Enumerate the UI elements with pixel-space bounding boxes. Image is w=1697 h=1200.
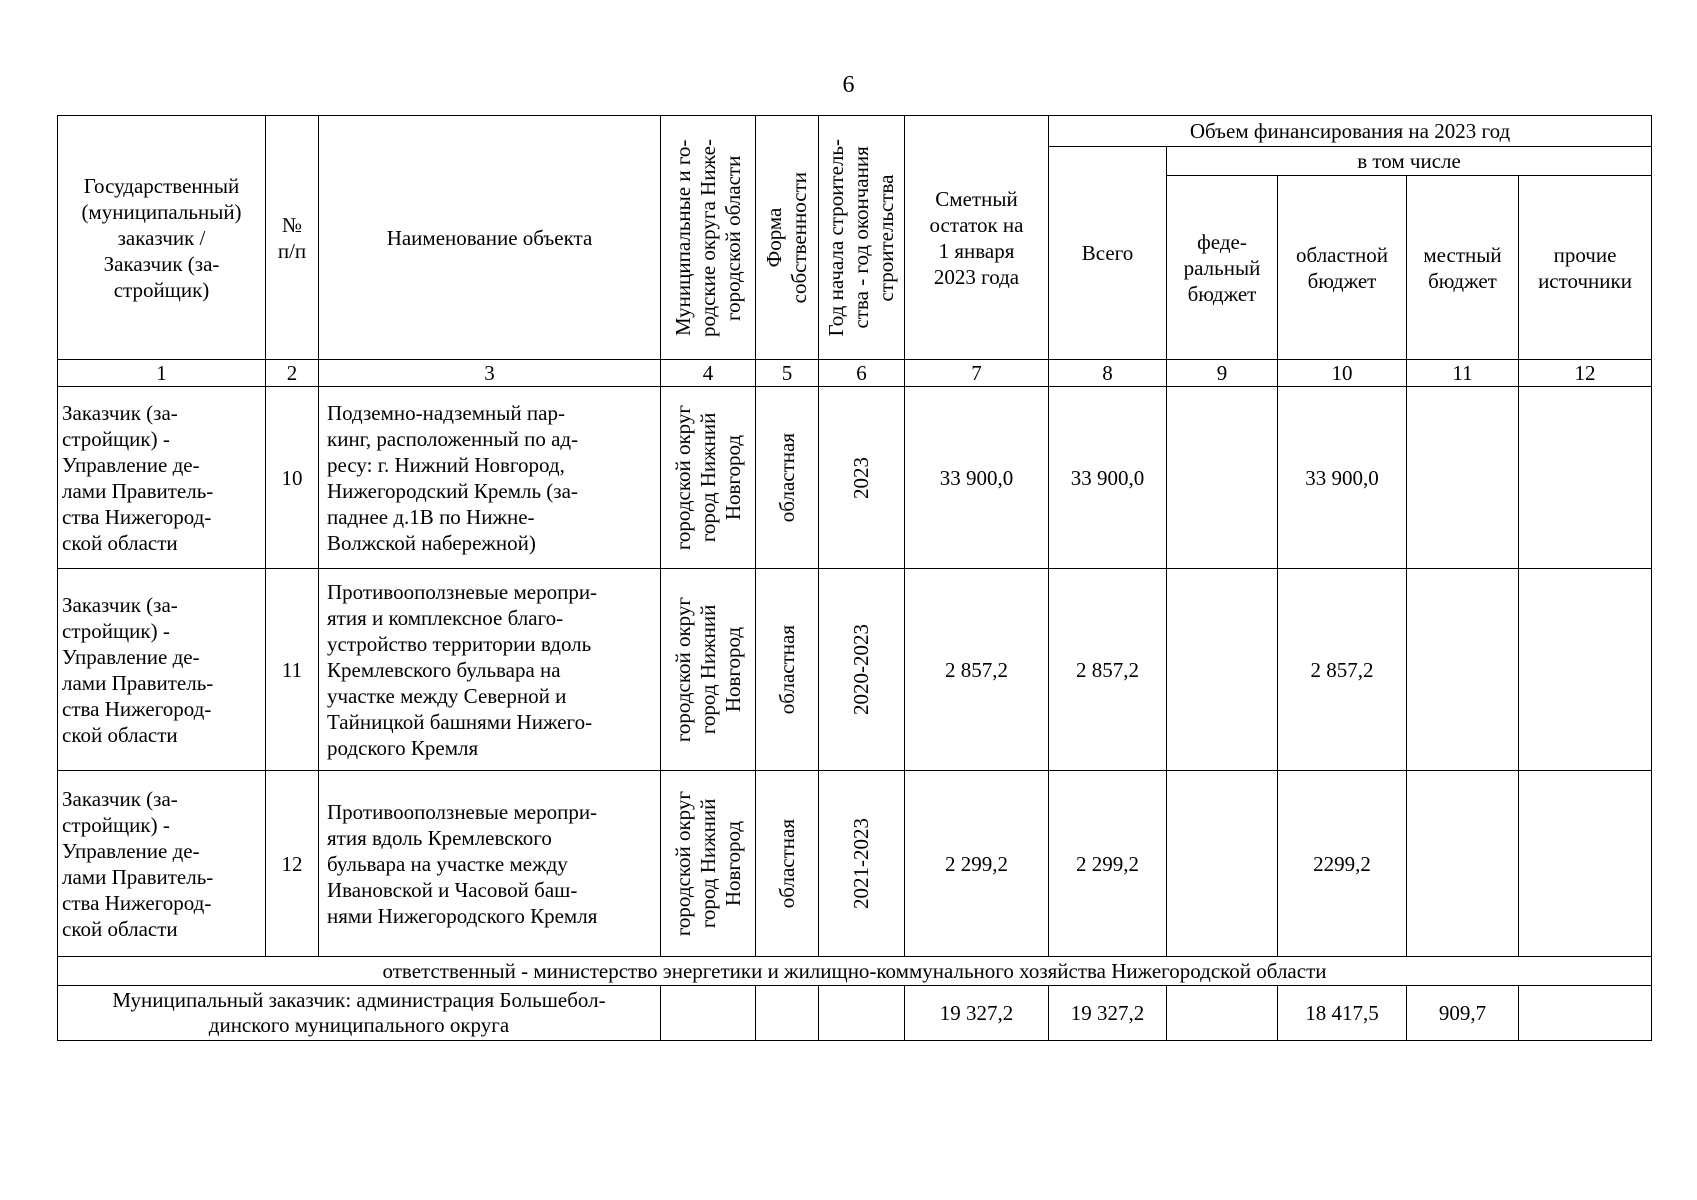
header-customer: Государственный (муниципальный) заказчик / Заказчик (за- стройщик) [58, 116, 266, 360]
municipal-total: 19 327,2 [1049, 986, 1167, 1041]
table-row [58, 569, 1652, 771]
row-ownership: областная [774, 624, 799, 715]
header-ownership-cell [756, 116, 819, 360]
row-district-cell [661, 569, 756, 771]
row-other [1519, 771, 1652, 957]
row-estimate: 2 857,2 [905, 569, 1049, 771]
header-total: Всего [1049, 147, 1167, 360]
column-numbers-row [58, 360, 1652, 387]
column-number: 2 [266, 360, 319, 387]
header-row-top [58, 116, 1652, 147]
row-years: 2021-2023 [849, 818, 873, 909]
header-districts-cell [661, 116, 756, 360]
row-years-cell [819, 569, 905, 771]
row-years-cell [819, 387, 905, 569]
municipal-ownership [756, 986, 819, 1041]
header-other: прочие источники [1519, 176, 1652, 360]
row-customer: Заказчик (за- стройщик) - Управление де- лами Правитель- ства Нижегород- ской области [58, 387, 266, 569]
municipal-estimate: 19 327,2 [905, 986, 1049, 1041]
row-object-name: Противооползневые меропри- ятия вдоль Кремлевского бульвара на участке между Ивановской и Часовой баш- нями Нижегородского Кремля [319, 771, 661, 957]
row-ownership-cell [756, 771, 819, 957]
header-including: в том числе [1167, 147, 1652, 176]
header-districts: Муниципальные и го- родские округа Ниже- городской области [670, 138, 745, 337]
row-object-name: Противооползневые меропри- ятия и комплексное благо- устройство территории вдоль Кремлевского бульвара на участке между Северной и Тайницкой башнями Нижего- родского Кремля [319, 569, 661, 771]
page-number: 6 [842, 72, 855, 98]
financing-table [57, 115, 1652, 1041]
row-ownership-cell [756, 569, 819, 771]
row-total: 33 900,0 [1049, 387, 1167, 569]
column-number: 11 [1407, 360, 1519, 387]
municipal-district [661, 986, 756, 1041]
column-number: 6 [819, 360, 905, 387]
row-regional: 2299,2 [1278, 771, 1407, 957]
column-number: 9 [1167, 360, 1278, 387]
row-district-cell [661, 771, 756, 957]
row-number: 12 [266, 771, 319, 957]
responsible-text: ответственный - министерство энергетики и жилищно-коммунального хозяйства Нижегородской области [58, 957, 1652, 986]
row-total: 2 299,2 [1049, 771, 1167, 957]
table-row [58, 771, 1652, 957]
row-local [1407, 771, 1519, 957]
municipal-regional: 18 417,5 [1278, 986, 1407, 1041]
column-number: 7 [905, 360, 1049, 387]
row-years-cell [819, 771, 905, 957]
column-number: 10 [1278, 360, 1407, 387]
row-estimate: 2 299,2 [905, 771, 1049, 957]
row-other [1519, 387, 1652, 569]
row-years: 2023 [849, 456, 873, 499]
row-other [1519, 569, 1652, 771]
municipal-row [58, 986, 1652, 1041]
row-regional: 33 900,0 [1278, 387, 1407, 569]
header-estimate: Сметный остаток на 1 января 2023 года [905, 116, 1049, 360]
municipal-federal [1167, 986, 1278, 1041]
row-local [1407, 569, 1519, 771]
header-regional: областной бюджет [1278, 176, 1407, 360]
header-years: Год начала строитель- ства - год окончания строительства [824, 138, 898, 337]
row-local [1407, 387, 1519, 569]
header-years-cell [819, 116, 905, 360]
row-total: 2 857,2 [1049, 569, 1167, 771]
row-number: 10 [266, 387, 319, 569]
header-object-name: Наименование объекта [319, 116, 661, 360]
responsible-row [58, 957, 1652, 986]
row-customer: Заказчик (за- стройщик) - Управление де- лами Правитель- ства Нижегород- ской области [58, 771, 266, 957]
row-estimate: 33 900,0 [905, 387, 1049, 569]
header-number: № п/п [266, 116, 319, 360]
row-customer: Заказчик (за- стройщик) - Управление де- лами Правитель- ства Нижегород- ской области [58, 569, 266, 771]
row-federal [1167, 387, 1278, 569]
municipal-local: 909,7 [1407, 986, 1519, 1041]
row-federal [1167, 569, 1278, 771]
header-funding-group: Объем финансирования на 2023 год [1049, 116, 1652, 147]
row-district: городской округ город Нижний Новгород [670, 790, 745, 937]
municipal-other [1519, 986, 1652, 1041]
column-number: 4 [661, 360, 756, 387]
column-number: 5 [756, 360, 819, 387]
row-district: городской округ город Нижний Новгород [670, 404, 745, 551]
header-local: местный бюджет [1407, 176, 1519, 360]
column-number: 12 [1519, 360, 1652, 387]
header-federal: феде- ральный бюджет [1167, 176, 1278, 360]
row-ownership: областная [774, 432, 799, 523]
row-district: городской округ город Нижний Новгород [670, 596, 745, 743]
municipal-customer: Муниципальный заказчик: администрация Большебол- динского муниципального округа [58, 986, 661, 1041]
municipal-years [819, 986, 905, 1041]
row-federal [1167, 771, 1278, 957]
row-object-name: Подземно-надземный пар- кинг, расположенный по ад- ресу: г. Нижний Новгород, Нижегородский Кремль (за- паднее д.1В по Нижне- Волжской набережной) [319, 387, 661, 569]
row-number: 11 [266, 569, 319, 771]
column-number: 8 [1049, 360, 1167, 387]
row-ownership: областная [774, 818, 799, 909]
row-years: 2020-2023 [849, 624, 873, 715]
row-ownership-cell [756, 387, 819, 569]
row-regional: 2 857,2 [1278, 569, 1407, 771]
row-district-cell [661, 387, 756, 569]
table-row [58, 387, 1652, 569]
column-number: 1 [58, 360, 266, 387]
header-ownership: Форма собственности [762, 171, 811, 304]
column-number: 3 [319, 360, 661, 387]
